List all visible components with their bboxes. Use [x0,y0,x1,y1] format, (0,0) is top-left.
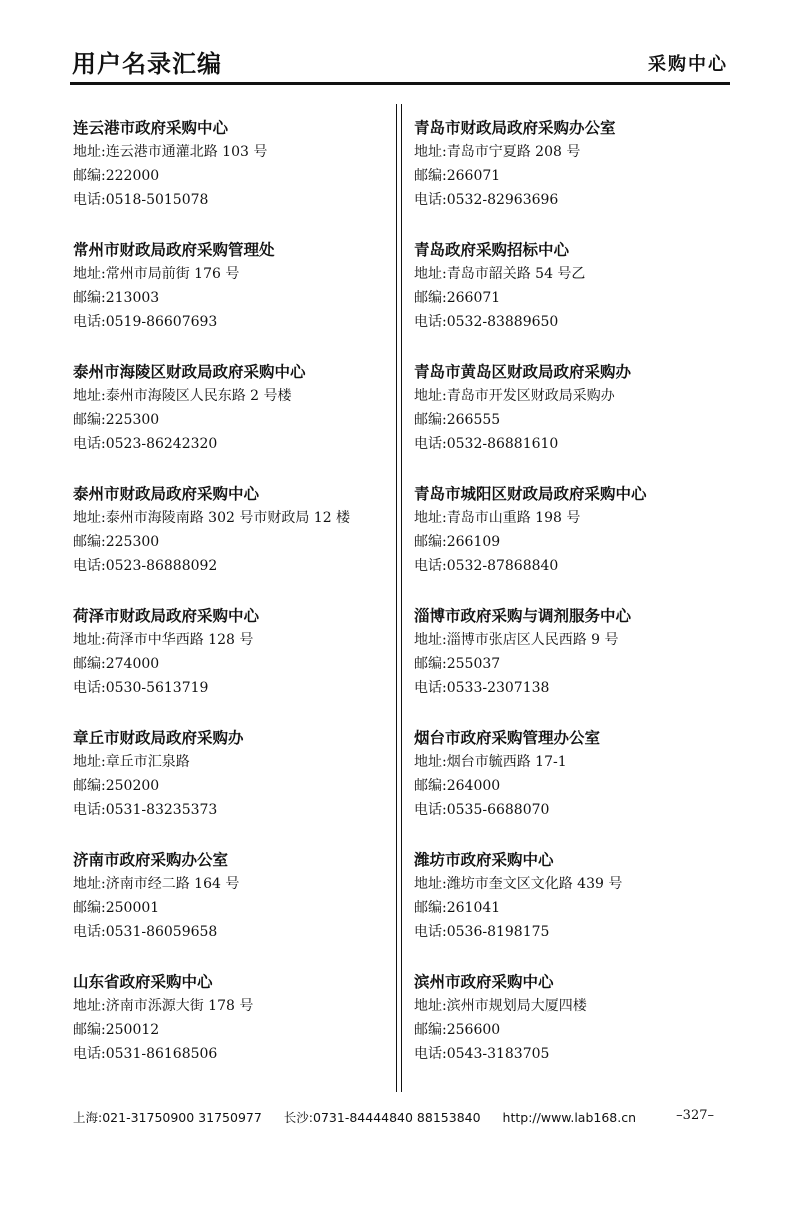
entry-address: 地址:青岛市韶关路 54 号乙 [414,266,586,282]
entry-name: 青岛市财政局政府采购办公室 [414,119,616,137]
entry-phone: 电话:0518-5015078 [73,192,209,208]
directory-entry [73,482,403,604]
entry-postcode: 邮编:266071 [414,290,501,306]
directory-entry [414,238,744,360]
entry-address: 地址:济南市泺源大街 178 号 [73,998,254,1014]
page-title: 用户名录汇编 [72,50,222,78]
footer-changsha-contact: 长沙:0731-84444840 88153840 [283,1110,481,1125]
directory-entry [73,238,403,360]
entry-postcode: 邮编:225300 [73,534,160,550]
entry-phone: 电话:0523-86242320 [73,436,218,452]
page-number: –327– [676,1108,714,1123]
entry-postcode: 邮编:266109 [414,534,501,550]
entry-address: 地址:济南市经二路 164 号 [73,876,240,892]
entry-name: 烟台市政府采购管理办公室 [414,729,601,747]
entry-address: 地址:潍坊市奎文区文化路 439 号 [414,876,623,892]
entry-postcode: 邮编:225300 [73,412,160,428]
entry-phone: 电话:0532-83889650 [414,314,559,330]
directory-entry [414,482,744,604]
left-column [73,116,403,1092]
entry-name: 济南市政府采购办公室 [73,851,229,869]
entry-name: 泰州市财政局政府采购中心 [73,485,260,503]
entry-phone: 电话:0532-82963696 [414,192,559,208]
directory-entry [414,360,744,482]
entry-phone: 电话:0543-3183705 [414,1046,550,1062]
entry-phone: 电话:0523-86888092 [73,558,218,574]
entry-phone: 电话:0535-6688070 [414,802,550,818]
entry-address: 地址:连云港市通灌北路 103 号 [73,144,268,160]
directory-entry [414,604,744,726]
entry-address: 地址:常州市局前街 176 号 [73,266,240,282]
entry-phone: 电话:0531-86168506 [73,1046,218,1062]
entry-name: 连云港市政府采购中心 [73,119,229,137]
entry-phone: 电话:0533-2307138 [414,680,550,696]
footer-website-link[interactable]: http://www.lab168.cn [502,1110,637,1125]
entry-phone: 电话:0531-86059658 [73,924,218,940]
directory-entry [414,116,744,238]
entry-address: 地址:青岛市开发区财政局采购办 [414,388,615,404]
footer-shanghai-contact: 上海:021-31750900 31750977 [73,1110,262,1125]
entry-postcode: 邮编:213003 [73,290,160,306]
entry-postcode: 邮编:266071 [414,168,501,184]
entry-phone: 电话:0531-83235373 [73,802,218,818]
entry-name: 潍坊市政府采购中心 [414,851,554,869]
entry-address: 地址:荷泽市中华西路 128 号 [73,632,254,648]
entry-postcode: 邮编:264000 [414,778,501,794]
entry-address: 地址:滨州市规划局大厦四楼 [414,998,587,1014]
directory-entry [73,360,403,482]
entry-phone: 电话:0519-86607693 [73,314,218,330]
directory-entry [73,116,403,238]
entry-address: 地址:泰州市海陵区人民东路 2 号楼 [73,388,292,404]
entry-postcode: 邮编:266555 [414,412,501,428]
entry-name: 青岛政府采购招标中心 [414,241,570,259]
entry-phone: 电话:0532-87868840 [414,558,559,574]
entry-postcode: 邮编:222000 [73,168,160,184]
entry-name: 滨州市政府采购中心 [414,973,554,991]
entry-postcode: 邮编:261041 [414,900,501,916]
entry-address: 地址:烟台市毓西路 17-1 [414,754,567,770]
entry-postcode: 邮编:250012 [73,1022,160,1038]
directory-entry [414,848,744,970]
entry-name: 淄博市政府采购与调剂服务中心 [414,607,632,625]
entry-address: 地址:淄博市张店区人民西路 9 号 [414,632,619,648]
directory-entry [414,726,744,848]
entry-name: 荷泽市财政局政府采购中心 [73,607,260,625]
entry-address: 地址:章丘市汇泉路 [73,754,190,770]
entry-postcode: 邮编:255037 [414,656,501,672]
entry-address: 地址:青岛市山重路 198 号 [414,510,581,526]
entry-name: 章丘市财政局政府采购办 [73,729,244,747]
entry-address: 地址:青岛市宁夏路 208 号 [414,144,581,160]
entry-phone: 电话:0536-8198175 [414,924,550,940]
directory-entry [414,970,744,1092]
entry-name: 青岛市城阳区财政局政府采购中心 [414,485,647,503]
directory-entry [73,848,403,970]
entry-name: 山东省政府采购中心 [73,973,213,991]
right-column [414,116,744,1092]
entry-phone: 电话:0530-5613719 [73,680,209,696]
entry-address: 地址:泰州市海陵南路 302 号市财政局 12 楼 [73,510,351,526]
entry-postcode: 邮编:250200 [73,778,160,794]
entry-phone: 电话:0532-86881610 [414,436,559,452]
directory-entry [73,604,403,726]
entry-name: 常州市财政局政府采购管理处 [73,241,275,259]
directory-entry [73,970,403,1092]
entry-name: 青岛市黄岛区财政局政府采购办 [414,363,632,381]
entry-postcode: 邮编:274000 [73,656,160,672]
directory-entry [73,726,403,848]
section-title: 采购中心 [648,54,728,75]
header-rule [70,82,730,85]
entry-postcode: 邮编:250001 [73,900,160,916]
entry-postcode: 邮编:256600 [414,1022,501,1038]
entry-name: 泰州市海陵区财政局政府采购中心 [73,363,306,381]
footer [73,1108,654,1126]
